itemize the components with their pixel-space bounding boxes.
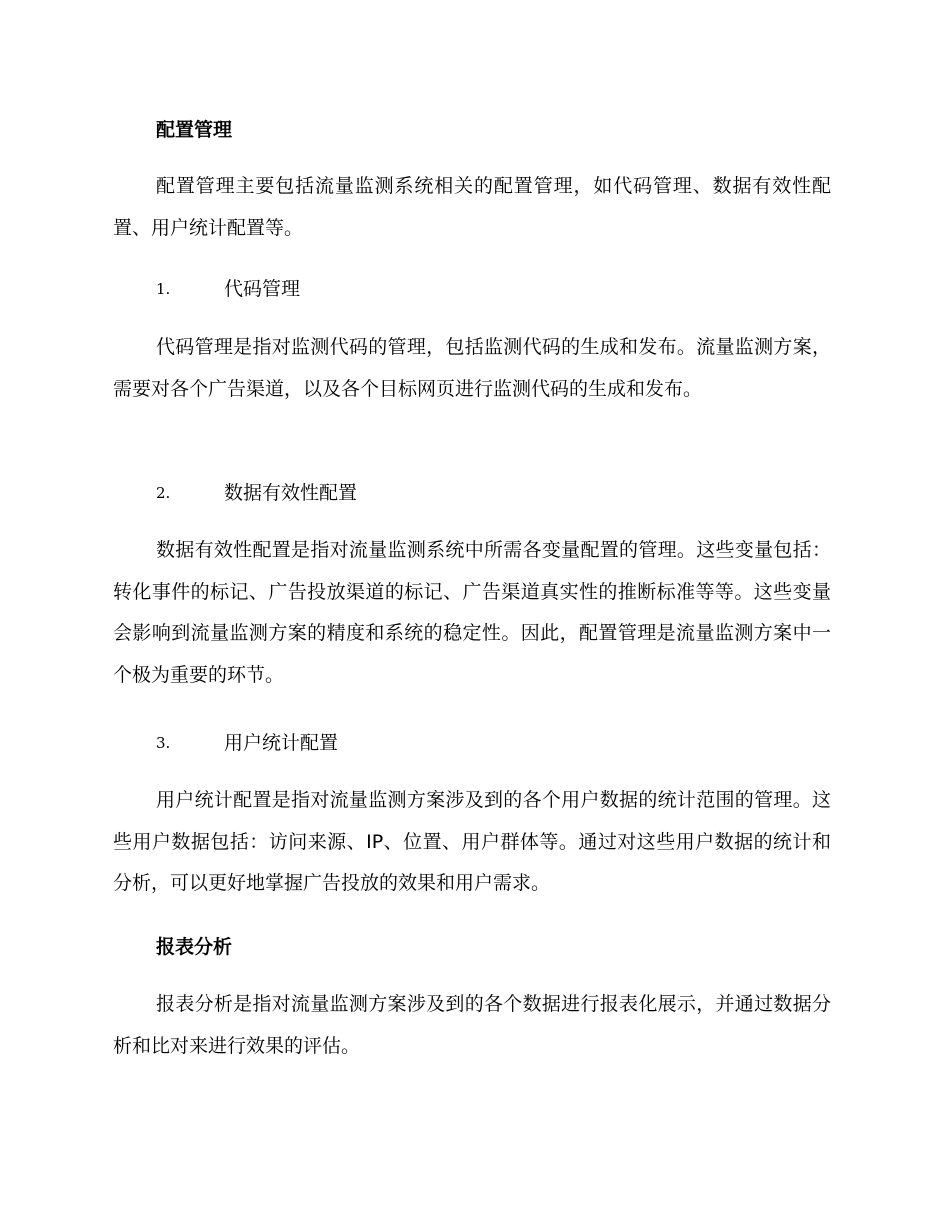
paragraph-data-validity: 数据有效性配置是指对流量监测系统中所需各变量配置的管理。这些变量包括：转化事件的标记、广告投放渠道的标记、广告渠道真实性的推断标准等等。这些变量会影响到流量监测方案的精度和系统的稳定性。因此，配置管理是流量监测方案中一个极为重要的环节。 [113,539,831,686]
list-item-2 [113,478,831,508]
paragraph-block-data-validity [113,530,831,696]
list-item-3 [113,728,831,758]
paragraph-code-management: 代码管理是指对监测代码的管理，包括监测代码的生成和发布。流量监测方案，需要对各个广告渠道，以及各个目标网页进行监测代码的生成和发布。 [113,336,831,400]
config-heading-block [113,115,831,145]
list-item-1 [113,274,831,304]
list-label: 代码管理 [224,278,301,300]
list-label: 数据有效性配置 [224,482,358,504]
report-paragraph-block [113,984,831,1067]
paragraph-config-intro: 配置管理主要包括流量监测系统相关的配置管理，如代码管理、数据有效性配置、用户统计配置等。 [113,175,831,239]
section-heading-report: 报表分析 [156,936,233,958]
list-label: 用户统计配置 [224,732,339,754]
list-number: 3. [156,734,171,752]
list-number: 2. [156,484,171,502]
report-heading-block [113,932,831,962]
config-intro-block [113,166,831,249]
paragraph-user-stats: 用户统计配置是指对流量监测方案涉及到的各个用户数据的统计范围的管理。这些用户数据包括：访问来源、IP、位置、用户群体等。通过对这些用户数据的统计和分析，可以更好地掌握广告投放的效果和用户需求。 [113,789,831,894]
paragraph-block-user-stats [113,780,831,905]
paragraph-report-analysis: 报表分析是指对流量监测方案涉及到的各个数据进行报表化展示，并通过数据分析和比对来进行效果的评估。 [113,993,831,1057]
section-heading-config: 配置管理 [156,119,233,141]
list-number: 1. [156,280,171,298]
paragraph-block-code [113,327,831,410]
